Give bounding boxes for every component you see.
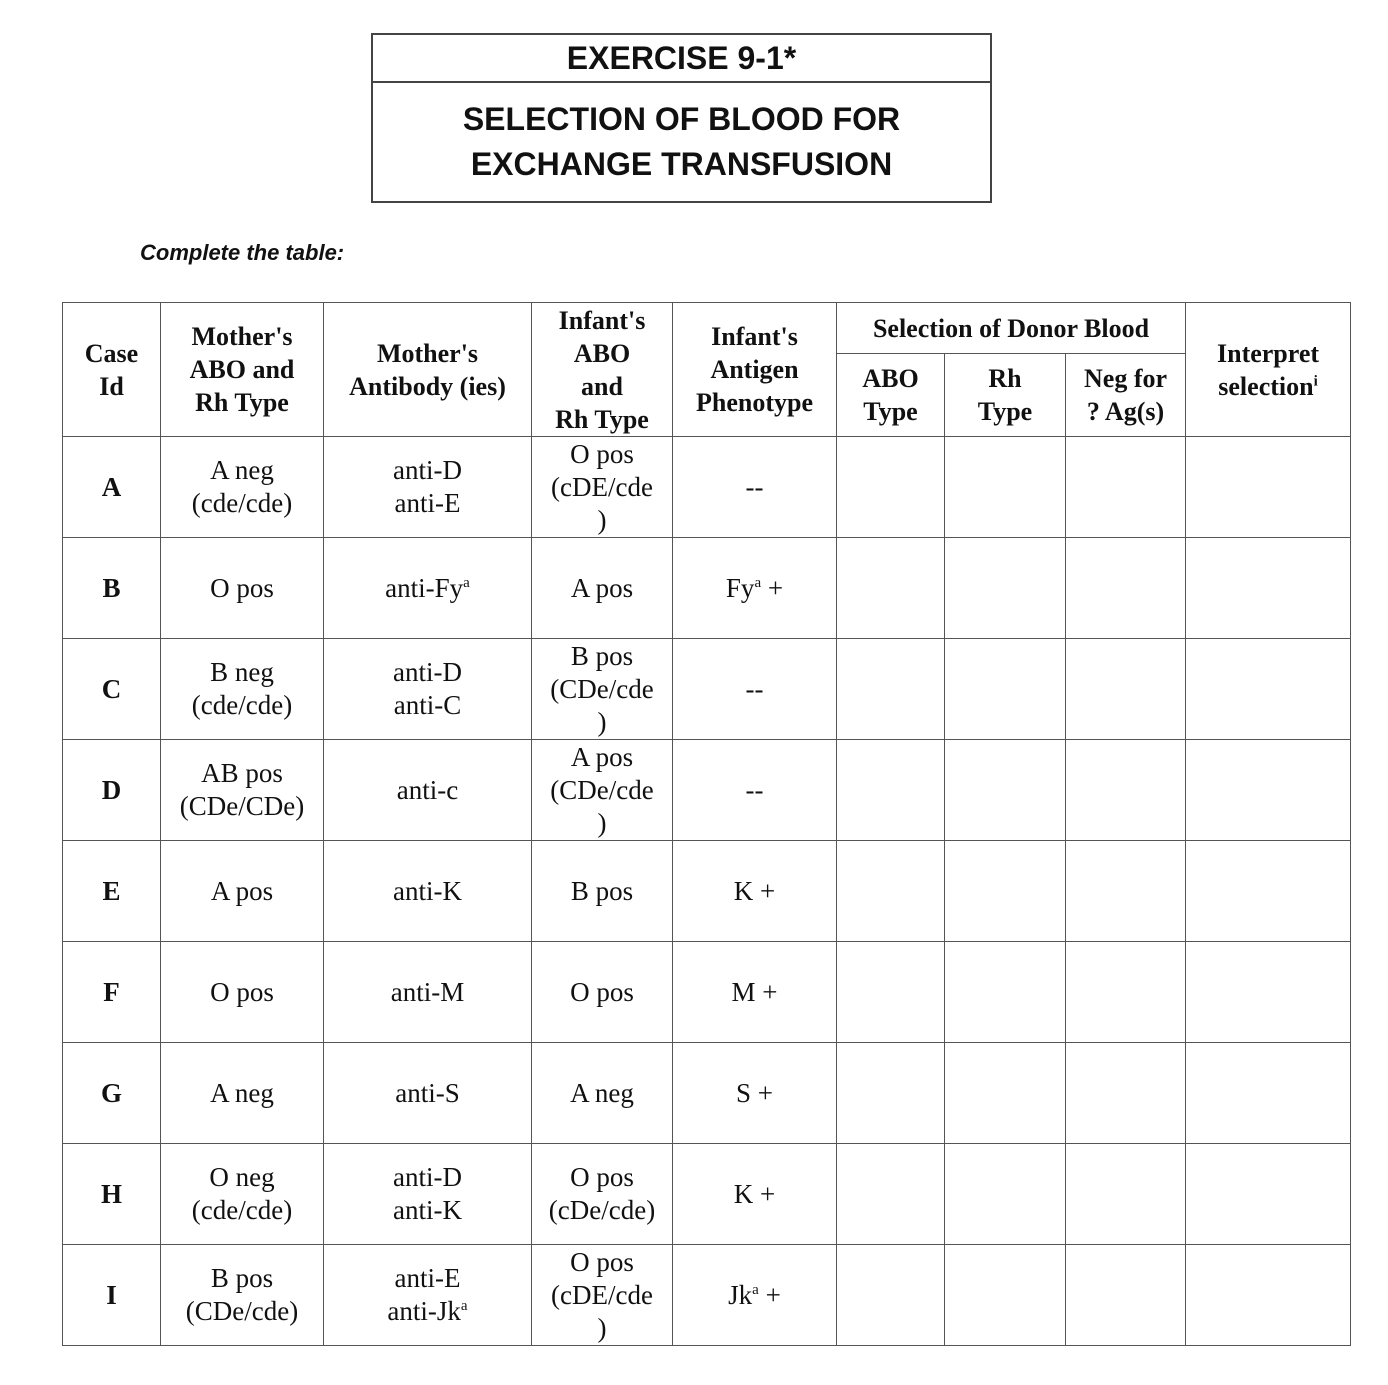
- cell-donor-rh[interactable]: [945, 942, 1066, 1043]
- table-row: [63, 740, 1351, 841]
- cell-mother-antibody: anti-D anti-E: [324, 437, 532, 538]
- cell-infant-type: A pos (CDe/cde ): [532, 740, 673, 841]
- cell-interpret[interactable]: [1186, 1144, 1351, 1245]
- cell-infant-type: O pos (cDE/cde ): [532, 437, 673, 538]
- cell-donor-abo[interactable]: [837, 942, 945, 1043]
- cell-infant-phenotype: $Jk^a$ +: [673, 1245, 837, 1346]
- cell-infant-phenotype: K +: [673, 841, 837, 942]
- cell-donor-abo[interactable]: [837, 437, 945, 538]
- blood-selection-table: [62, 302, 1351, 1346]
- cell-interpret[interactable]: [1186, 841, 1351, 942]
- cell-donor-neg[interactable]: [1066, 639, 1186, 740]
- cell-case-id: B: [63, 538, 161, 639]
- cell-interpret[interactable]: [1186, 437, 1351, 538]
- cell-mother-type: AB pos (CDe/CDe): [161, 740, 324, 841]
- cell-infant-type: A pos: [532, 538, 673, 639]
- table-row: [63, 942, 1351, 1043]
- cell-mother-type: A neg (cde/cde): [161, 437, 324, 538]
- cell-case-id: H: [63, 1144, 161, 1245]
- cell-donor-abo[interactable]: [837, 639, 945, 740]
- cell-case-id: D: [63, 740, 161, 841]
- header-mother-type: Mother's ABO and Rh Type: [161, 303, 324, 437]
- cell-mother-antibody: anti-M: [324, 942, 532, 1043]
- cell-donor-neg[interactable]: [1066, 841, 1186, 942]
- cell-infant-type: B pos: [532, 841, 673, 942]
- cell-infant-type: O pos (cDE/cde ): [532, 1245, 673, 1346]
- table-row: [63, 437, 1351, 538]
- cell-donor-neg[interactable]: [1066, 538, 1186, 639]
- cell-case-id: E: [63, 841, 161, 942]
- cell-mother-antibody: anti-D anti-K: [324, 1144, 532, 1245]
- cell-case-id: F: [63, 942, 161, 1043]
- cell-mother-antibody: anti-c: [324, 740, 532, 841]
- cell-infant-phenotype: --: [673, 740, 837, 841]
- cell-donor-rh[interactable]: [945, 1144, 1066, 1245]
- cell-donor-rh[interactable]: [945, 1245, 1066, 1346]
- cell-donor-rh[interactable]: [945, 538, 1066, 639]
- title-line-2: EXCHANGE TRANSFUSION: [470, 146, 893, 182]
- table-row: [63, 639, 1351, 740]
- cell-case-id: I: [63, 1245, 161, 1346]
- cell-interpret[interactable]: [1186, 1245, 1351, 1346]
- cell-donor-rh[interactable]: [945, 740, 1066, 841]
- cell-donor-neg[interactable]: [1066, 1245, 1186, 1346]
- cell-donor-rh[interactable]: [945, 1043, 1066, 1144]
- cell-mother-antibody: anti-Fy$^a$: [324, 538, 532, 639]
- cell-interpret[interactable]: [1186, 538, 1351, 639]
- cell-infant-phenotype: --: [673, 639, 837, 740]
- cell-donor-abo[interactable]: [837, 538, 945, 639]
- exercise-number: EXERCISE 9-1*: [373, 35, 990, 83]
- cell-infant-phenotype: K +: [673, 1144, 837, 1245]
- cell-infant-type: B pos (CDe/cde ): [532, 639, 673, 740]
- cell-case-id: G: [63, 1043, 161, 1144]
- cell-donor-neg[interactable]: [1066, 1144, 1186, 1245]
- header-infant-type: Infant's ABO and Rh Type: [532, 303, 673, 437]
- cell-donor-rh[interactable]: [945, 437, 1066, 538]
- table-row: [63, 538, 1351, 639]
- cell-donor-neg[interactable]: [1066, 1043, 1186, 1144]
- cell-case-id: A: [63, 437, 161, 538]
- table-row: [63, 1245, 1351, 1346]
- title-line-1: SELECTION OF BLOOD FOR: [462, 101, 901, 137]
- cell-interpret[interactable]: [1186, 639, 1351, 740]
- cell-donor-rh[interactable]: [945, 639, 1066, 740]
- cell-infant-type: O pos (cDe/cde): [532, 1144, 673, 1245]
- footnote-marker: i: [1313, 372, 1318, 389]
- cell-mother-type: B pos (CDe/cde): [161, 1245, 324, 1346]
- table-row: [63, 1043, 1351, 1144]
- cell-interpret[interactable]: [1186, 942, 1351, 1043]
- cell-donor-rh[interactable]: [945, 841, 1066, 942]
- exercise-title: [373, 83, 990, 201]
- cell-interpret[interactable]: [1186, 1043, 1351, 1144]
- cell-infant-phenotype: S +: [673, 1043, 837, 1144]
- cell-mother-type: O pos: [161, 538, 324, 639]
- cell-donor-abo[interactable]: [837, 1144, 945, 1245]
- cell-donor-neg[interactable]: [1066, 942, 1186, 1043]
- cell-case-id: C: [63, 639, 161, 740]
- cell-infant-type: A neg: [532, 1043, 673, 1144]
- header-infant-phenotype: Infant's Antigen Phenotype: [673, 303, 837, 437]
- cell-mother-antibody: anti-S: [324, 1043, 532, 1144]
- cell-mother-antibody: anti-D anti-C: [324, 639, 532, 740]
- header-case-id: Case Id: [63, 303, 161, 437]
- cell-interpret[interactable]: [1186, 740, 1351, 841]
- cell-infant-phenotype: --: [673, 437, 837, 538]
- exercise-title-box: [371, 33, 992, 203]
- cell-infant-phenotype: $Fy^a$ +: [673, 538, 837, 639]
- header-donor-rh: Rh Type: [945, 354, 1066, 437]
- cell-mother-antibody: anti-E anti-Jk$^a$: [324, 1245, 532, 1346]
- cell-mother-type: O pos: [161, 942, 324, 1043]
- cell-infant-type: O pos: [532, 942, 673, 1043]
- header-donor-selection: Selection of Donor Blood: [837, 303, 1186, 354]
- cell-mother-antibody: anti-K: [324, 841, 532, 942]
- header-interpret: Interpret selection$^i$: [1186, 303, 1351, 437]
- cell-infant-phenotype: M +: [673, 942, 837, 1043]
- header-donor-neg: Neg for ? Ag(s): [1066, 354, 1186, 437]
- cell-donor-abo[interactable]: [837, 1043, 945, 1144]
- cell-mother-type: A pos: [161, 841, 324, 942]
- instruction-text: Complete the table:: [140, 240, 345, 265]
- header-donor-abo: ABO Type: [837, 354, 945, 437]
- header-mother-antibody: Mother's Antibody (ies): [324, 303, 532, 437]
- cell-donor-abo[interactable]: [837, 1245, 945, 1346]
- table-row: [63, 841, 1351, 942]
- cell-donor-abo[interactable]: [837, 740, 945, 841]
- cell-mother-type: O neg (cde/cde): [161, 1144, 324, 1245]
- cell-donor-neg[interactable]: [1066, 437, 1186, 538]
- cell-donor-abo[interactable]: [837, 841, 945, 942]
- table-row: [63, 1144, 1351, 1245]
- cell-mother-type: B neg (cde/cde): [161, 639, 324, 740]
- cell-donor-neg[interactable]: [1066, 740, 1186, 841]
- cell-mother-type: A neg: [161, 1043, 324, 1144]
